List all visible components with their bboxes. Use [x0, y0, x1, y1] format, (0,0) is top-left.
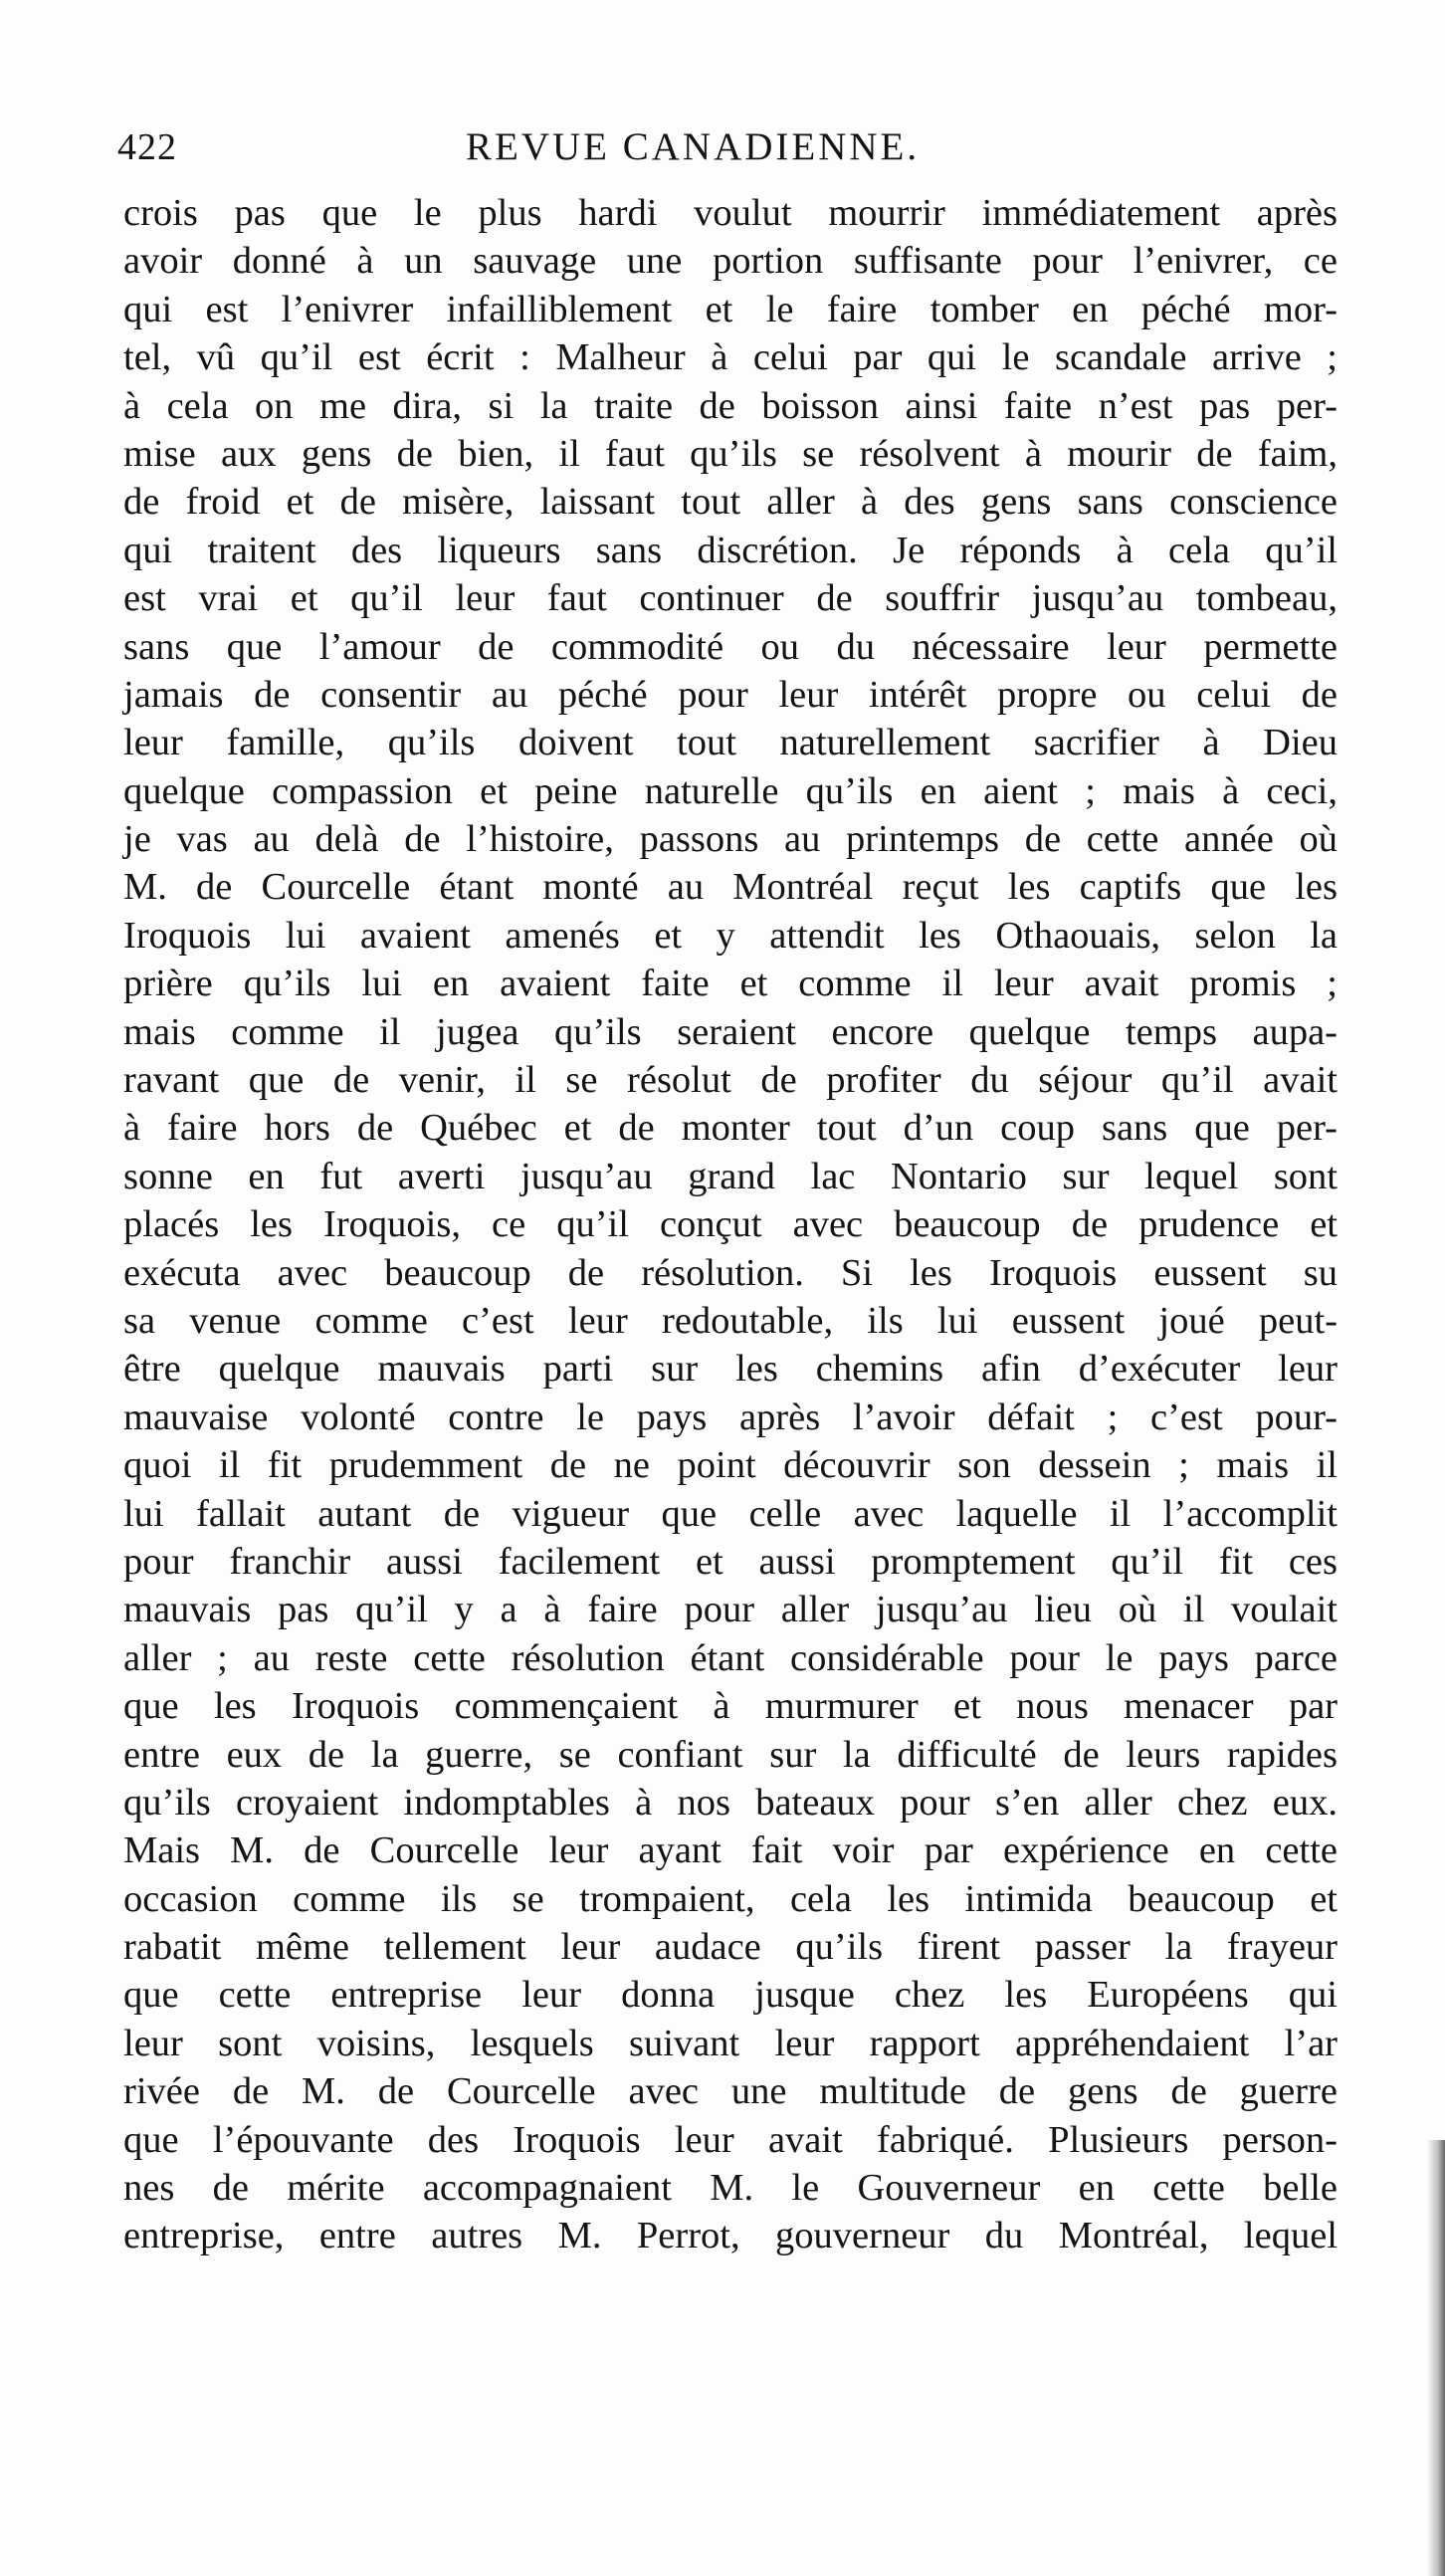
text-line: que les Iroquois commençaient à murmurer et nous menacer par [123, 1685, 1338, 1728]
text-line: de froid et de misère, laissant tout aller à des gens sans conscience [123, 481, 1338, 524]
text-line: pour franchir aussi facilement et aussi promptement qu’il fit ces [123, 1540, 1338, 1583]
text-line: aller ; au reste cette résolution étant considérable pour le pays parce [123, 1636, 1338, 1679]
text-line: rivée de M. de Courcelle avec une multitude de gens de guerre [123, 2070, 1338, 2113]
text-line: crois pas que le plus hardi voulut mourrir immédiatement après [123, 192, 1338, 234]
text-line: prière qu’ils lui en avaient faite et comme il leur avait promis ; [123, 963, 1338, 1005]
text-line: M. de Courcelle étant monté au Montréal reçut les captifs que les [123, 866, 1338, 909]
text-line: je vas au delà de l’histoire, passons au printemps de cette année où [123, 818, 1338, 861]
text-line: à cela on me dira, si la traite de boisson ainsi faite n’est pas per- [123, 384, 1338, 427]
text-line: leur famille, qu’ils doivent tout naturellement sacrifier à Dieu [123, 722, 1338, 764]
text-line: ravant que de venir, il se résolut de profiter du séjour qu’il avait [123, 1059, 1338, 1102]
text-line: mais comme il jugea qu’ils seraient encore quelque temps aupa- [123, 1010, 1338, 1053]
text-line: occasion comme ils se trompaient, cela les intimida beaucoup et [123, 1877, 1338, 1920]
text-line: Iroquois lui avaient amenés et y attendit les Othaouais, selon la [123, 914, 1338, 957]
text-line: à faire hors de Québec et de monter tout d’un coup sans que per- [123, 1107, 1338, 1150]
text-line: qui traitent des liqueurs sans discrétion. Je réponds à cela qu’il [123, 529, 1338, 571]
text-line: mauvaise volonté contre le pays après l’avoir défait ; c’est pour- [123, 1395, 1338, 1438]
text-line: qu’ils croyaient indomptables à nos bateaux pour s’en aller chez eux. [123, 1781, 1338, 1824]
text-line: exécuta avec beaucoup de résolution. Si les Iroquois eussent su [123, 1251, 1338, 1294]
running-head [117, 117, 1334, 177]
text-line: être quelque mauvais parti sur les chemins afin d’exécuter leur [123, 1348, 1338, 1391]
text-line: leur sont voisins, lesquels suivant leur rapport appréhendaient l’ar [123, 2022, 1338, 2064]
page-number: 422 [117, 126, 177, 168]
text-line: entreprise, entre autres M. Perrot, gouverneur du Montréal, lequel [123, 2215, 1338, 2257]
text-line: tel, vû qu’il est écrit : Malheur à celui par qui le scandale arrive ; [123, 336, 1338, 379]
text-line: que l’épouvante des Iroquois leur avait fabriqué. Plusieurs person- [123, 2118, 1338, 2161]
text-line: sonne en fut averti jusqu’au grand lac Nontario sur lequel sont [123, 1155, 1338, 1197]
text-line: quoi il fit prudemment de ne point découvrir son dessein ; mais il [123, 1444, 1338, 1487]
text-line: lui fallait autant de vigueur que celle avec laquelle il l’accomplit [123, 1492, 1338, 1535]
text-line: quelque compassion et peine naturelle qu’ils en aient ; mais à ceci, [123, 769, 1338, 812]
text-line: entre eux de la guerre, se confiant sur la difficulté de leurs rapides [123, 1733, 1338, 1776]
page-edge-shadow [1427, 2140, 1445, 2576]
text-line: sans que l’amour de commodité ou du nécessaire leur permette [123, 625, 1338, 668]
text-line: que cette entreprise leur donna jusque chez les Européens qui [123, 1974, 1338, 2017]
text-line: placés les Iroquois, ce qu’il conçut avec beaucoup de prudence et [123, 1203, 1338, 1246]
text-line: qui est l’enivrer infailliblement et le faire tomber en péché mor- [123, 288, 1338, 330]
journal-title: REVUE CANADIENNE. [466, 125, 921, 168]
text-line: sa venue comme c’est leur redoutable, ils lui eussent joué peut- [123, 1299, 1338, 1342]
text-line: rabatit même tellement leur audace qu’ils firent passer la frayeur [123, 1926, 1338, 1969]
text-line: mise aux gens de bien, il faut qu’ils se résolvent à mourir de faim, [123, 432, 1338, 475]
text-line: nes de mérite accompagnaient M. le Gouverneur en cette belle [123, 2167, 1338, 2210]
text-line: jamais de consentir au péché pour leur intérêt propre ou celui de [123, 673, 1338, 716]
body-text [123, 189, 1338, 2260]
text-line: avoir donné à un sauvage une portion suffisante pour l’enivrer, ce [123, 240, 1338, 283]
text-line: Mais M. de Courcelle leur ayant fait voir par expérience en cette [123, 1829, 1338, 1872]
text-line: est vrai et qu’il leur faut continuer de souffrir jusqu’au tombeau, [123, 577, 1338, 620]
text-line: mauvais pas qu’il y a à faire pour aller jusqu’au lieu où il voulait [123, 1589, 1338, 1631]
